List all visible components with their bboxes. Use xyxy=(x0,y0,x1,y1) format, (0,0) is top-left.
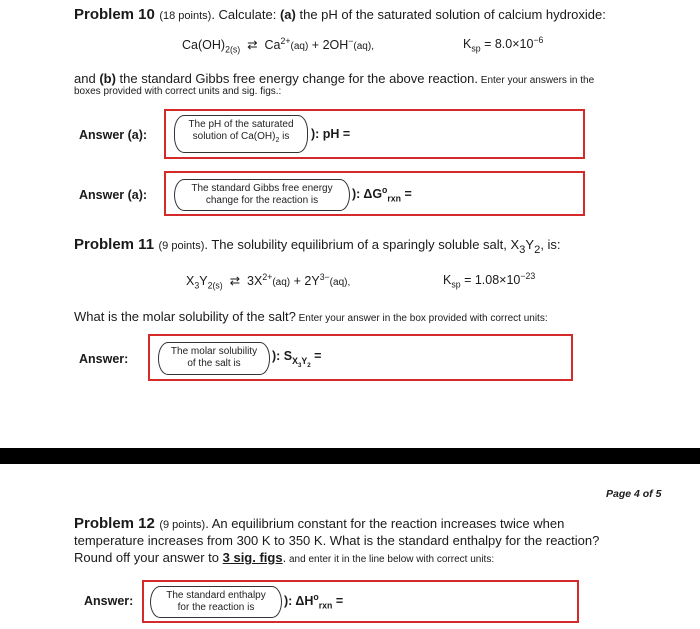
answer-a-gibbs-description: The standard Gibbs free energy change for the reaction is xyxy=(174,179,350,211)
answer-a-ph-box[interactable] xyxy=(164,109,585,159)
problem-12-points: (9 points) xyxy=(159,519,206,531)
answer-12-variable: ): $\Delta H^o_{rxn}$ = xyxy=(284,591,344,611)
equilibrium-arrow-icon: ⇄ xyxy=(229,274,241,288)
problem-12-heading: Problem 12 (9 points). An equilibrium constant for the reaction increases twice when xyxy=(74,515,565,532)
problem-10-equation: $Ca(OH)_{2(s)}$ ⇄ $Ca^{2+}(aq) + 2OH^-(aq)$, xyxy=(182,35,374,55)
problem-12-line3: Round off your answer to 3 sig. figs. and enter it in the line below with correct units: xyxy=(74,550,495,565)
answer-a-ph-label: Answer (a): xyxy=(79,128,148,142)
problem-10-part-b: and (b) the standard Gibbs free energy change for the above reaction. Enter your answers in the xyxy=(74,71,595,86)
answer-a-gibbs-box[interactable] xyxy=(164,171,585,216)
answer-11-box[interactable] xyxy=(148,334,573,381)
sig-figs-emphasis: 3 sig. figs xyxy=(222,550,283,565)
answer-a-gibbs-variable: ): $\Delta G^o_{rxn}$ = xyxy=(352,184,412,204)
answer-12-label: Answer: xyxy=(84,594,134,608)
problem-12-line2: temperature increases from 300 K to 350 K. What is the standard enthalpy for the reaction? xyxy=(74,533,600,548)
problem-11-title: Problem 11 xyxy=(74,236,155,253)
answer-a-ph-variable: ): pH = xyxy=(311,127,351,141)
problem-10-ksp: $K_{sp} = 8.0\times 10^{-6}$ xyxy=(463,34,544,54)
problem-12-title: Problem 12 xyxy=(74,515,155,532)
answer-a-gibbs-label: Answer (a): xyxy=(79,188,148,202)
page-number: Page 4 of 5 xyxy=(606,488,662,500)
problem-11-points: (9 points) xyxy=(158,240,205,252)
problem-10-title: Problem 10 xyxy=(74,6,155,23)
problem-10-points: (18 points) xyxy=(159,10,212,22)
problem-11-ksp: $K_{sp} = 1.08\times 10^{-23}$ xyxy=(443,270,536,290)
problem-11-heading: Problem 11 (9 points). The solubility equilibrium of a sparingly soluble salt, $X_3Y_2$, is: xyxy=(74,236,561,257)
problem-11-equation: $X_3Y_{2(s)}$ ⇄ $3X^{2+}(aq) + 2Y^{3-}(aq)$, xyxy=(186,271,351,291)
problem-11-question: What is the molar solubility of the salt? Enter your answer in the box provided with correct units: xyxy=(74,309,548,324)
problem-10-heading: Problem 10 (18 points). Calculate: (a) the pH of the saturated solution of calcium hydroxide: xyxy=(74,6,606,23)
equilibrium-arrow-icon: ⇄ xyxy=(247,38,258,52)
problem-10-instructions: boxes provided with correct units and sig. figs.: xyxy=(74,86,282,97)
answer-12-description: The standard enthalpy for the reaction is xyxy=(150,586,282,618)
answer-a-ph-description: The pH of the saturated solution of $Ca(OH)_2$ is xyxy=(174,115,308,153)
answer-11-label: Answer: xyxy=(79,352,129,366)
answer-12-box[interactable] xyxy=(142,580,579,623)
answer-11-variable: ): $S_{X_3Y_2}$ = xyxy=(272,349,322,369)
page-separator xyxy=(0,448,700,464)
answer-11-description: The molar solubility of the salt is xyxy=(158,342,270,375)
